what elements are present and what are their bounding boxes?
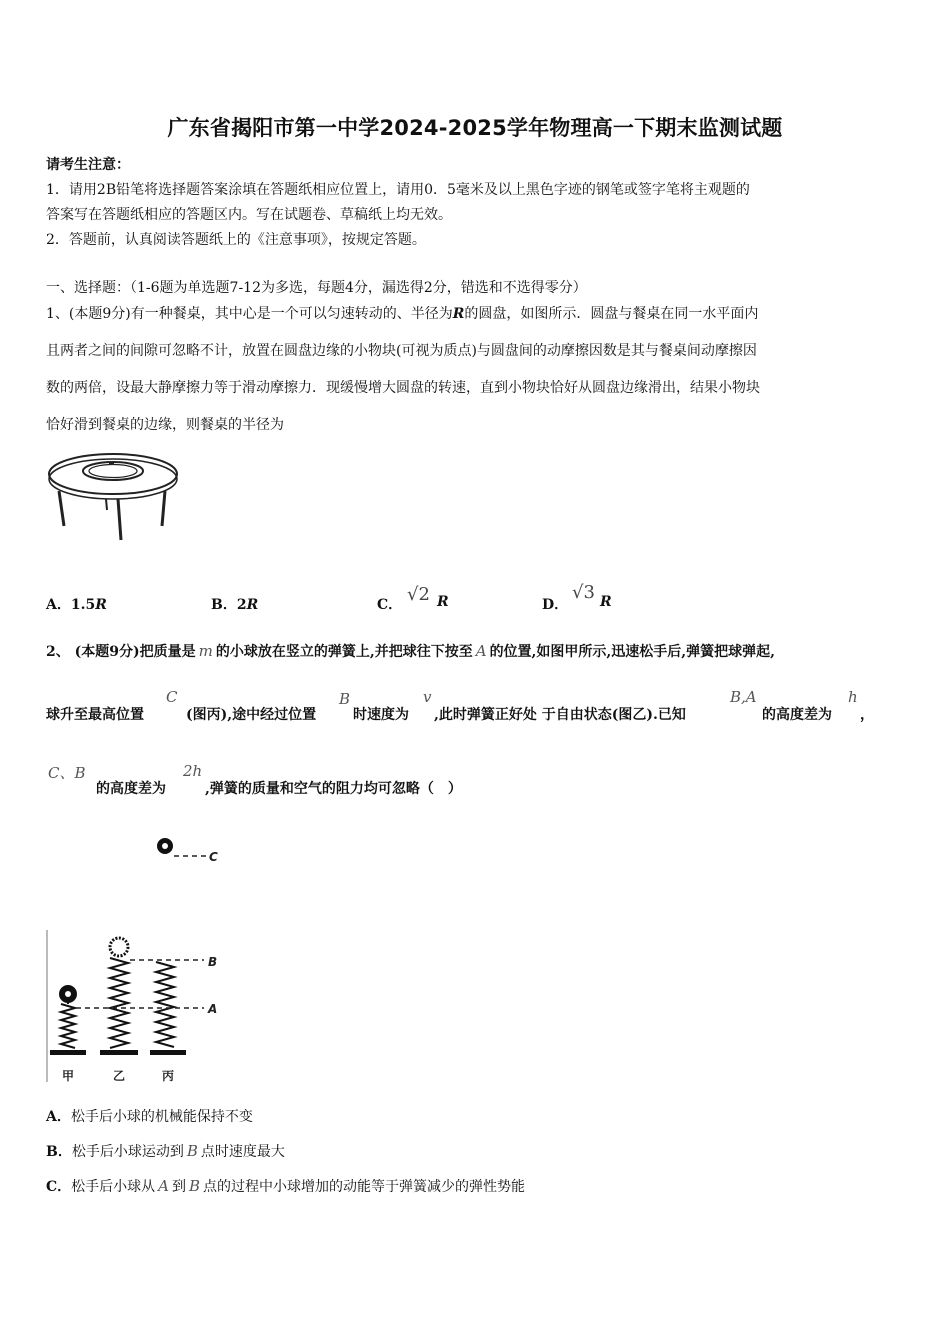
q2-option-a-text: 松手后小球的机械能保持不变 bbox=[70, 1109, 253, 1125]
q2-line1 bbox=[46, 641, 775, 661]
q1-line1-pre: 1、(本题9分)有一种餐桌，其中心是一个可以匀速转动的、半径为 bbox=[46, 306, 453, 322]
q2-option-c-a-symbol: A bbox=[158, 1177, 169, 1195]
ball-c-position bbox=[157, 838, 206, 856]
fig-label-a: A bbox=[208, 1002, 218, 1016]
q2-line1-c: 的位置,如图甲所示,迅速松手后,弹簧把球弹起, bbox=[489, 644, 776, 660]
notice-line1b: 答案写在答题纸相应的答题区内。写在试题卷、草稿纸上均无效。 bbox=[46, 207, 452, 223]
q2-line2-b-symbol: B bbox=[339, 690, 351, 708]
q2-option-a-label: A． bbox=[46, 1109, 71, 1125]
q1-option-a[interactable] bbox=[46, 594, 107, 614]
notice-line2: 2．答题前，认真阅读答题纸上的《注意事项》，按规定答题。 bbox=[46, 232, 426, 248]
q1-line1-post: 的圆盘，如图所示．圆盘与餐桌在同一水平面内 bbox=[464, 306, 759, 322]
q1-option-a-label: A． bbox=[46, 597, 71, 613]
q1-option-b-r: R bbox=[246, 597, 259, 613]
q2-option-c-b-symbol: B bbox=[189, 1177, 201, 1195]
q1-option-d-label: D． bbox=[542, 597, 569, 613]
q2-option-c-text1: 松手后小球从 bbox=[71, 1179, 156, 1195]
q1-option-b-label: B． bbox=[211, 597, 237, 613]
q2-option-c-text3: 点的过程中小球增加的动能等于弹簧减少的弹性势能 bbox=[203, 1179, 526, 1195]
q2-line2-c: 时速度为 bbox=[353, 707, 409, 723]
q2-option-b-label: B． bbox=[46, 1144, 72, 1160]
fig-label-yi: 乙 bbox=[113, 1069, 126, 1083]
q2-option-b-symbol: B bbox=[186, 1142, 198, 1160]
q2-line3-a: 的高度差为 bbox=[96, 781, 166, 797]
q1-line4: 恰好滑到餐桌的边缘，则餐桌的半径为 bbox=[46, 417, 284, 433]
q1-option-b[interactable] bbox=[211, 594, 258, 614]
fig-label-bing: 丙 bbox=[162, 1069, 175, 1083]
q2-line2-d: ,此时弹簧正好处 于自由状态(图乙).已知 bbox=[434, 707, 686, 723]
q2-line2-ba-symbol: B,A bbox=[730, 688, 757, 706]
notice-heading: 请考生注意： bbox=[46, 157, 130, 173]
q1-option-a-r: R bbox=[95, 597, 107, 613]
q1-option-a-value: 1.5 bbox=[70, 597, 96, 613]
q1-option-d[interactable] bbox=[542, 594, 568, 614]
q2-line3-cb-symbol: C、B bbox=[48, 764, 86, 782]
fig-label-c: C bbox=[209, 850, 218, 864]
q1-table-figure bbox=[46, 446, 181, 542]
notice-line1a: 1．请用2B铅笔将选择题答案涂填在答题纸相应位置上，请用0．5毫米及以上黑色字迹的钢笔或签字笔将主观题的 bbox=[46, 182, 750, 198]
q2-line3-2h-symbol: 2h bbox=[183, 762, 203, 780]
fig-label-jia: 甲 bbox=[62, 1069, 75, 1083]
q1-line3: 数的两倍，设最大静摩擦力等于滑动摩擦力．现缓慢增大圆盘的转速，直到小物块恰好从圆盘边缘滑出，结果小物块 bbox=[46, 380, 760, 396]
q1-radius-symbol: R bbox=[452, 306, 465, 322]
q2-point-a-symbol: A bbox=[475, 642, 487, 660]
q1-line1 bbox=[46, 303, 758, 323]
q2-option-a[interactable] bbox=[46, 1106, 253, 1126]
q2-line2-e: 的高度差为 bbox=[762, 707, 832, 723]
q2-option-c-label: C． bbox=[46, 1179, 72, 1195]
fig-label-b: B bbox=[208, 955, 218, 969]
q1-option-c-label: C． bbox=[377, 597, 403, 613]
q2-line2-c-symbol: C bbox=[166, 688, 178, 706]
q2-line2-h-symbol: h bbox=[848, 688, 858, 706]
q1-option-c-sqrt: √2 bbox=[407, 584, 430, 605]
q1-line2: 且两者之间的间隙可忽略不计，放置在圆盘边缘的小物块(可视为质点)与圆盘间的动摩擦因数是其与餐桌间动摩擦因 bbox=[46, 343, 757, 359]
q2-line1-b: 的小球放在竖立的弹簧上,并把球往下按至 bbox=[215, 644, 473, 660]
q2-option-c[interactable] bbox=[46, 1176, 525, 1196]
q1-option-d-r: R bbox=[600, 594, 612, 610]
q2-option-b-text1: 松手后小球运动到 bbox=[71, 1144, 184, 1160]
q1-option-d-sqrt: √3 bbox=[572, 582, 595, 603]
q2-spring-figure bbox=[44, 832, 234, 1087]
q2-line2-a: 球升至最高位置 bbox=[46, 707, 144, 723]
q1-option-b-value: 2 bbox=[236, 597, 247, 613]
q1-option-c-r: R bbox=[437, 594, 449, 610]
section-heading: 一、选择题：（1-6题为单选题7-12为多选，每题4分，漏选得2分，错选和不选得零分） bbox=[46, 280, 587, 296]
q2-option-c-text2: 到 bbox=[172, 1179, 186, 1195]
q2-mass-symbol: m bbox=[198, 642, 213, 660]
q2-option-b-text2: 点时速度最大 bbox=[200, 1144, 285, 1160]
q2-line2-b: (图丙),途中经过位置 bbox=[186, 707, 317, 723]
q2-line3-b: ,弹簧的质量和空气的阻力均可忽略（ ） bbox=[205, 781, 462, 797]
q2-line2-f: ， bbox=[860, 707, 874, 723]
q2-line1-a: 2、 (本题9分)把质量是 bbox=[46, 644, 196, 660]
q1-option-c[interactable] bbox=[377, 594, 402, 614]
q2-option-b[interactable] bbox=[46, 1141, 285, 1161]
page-title: 广东省揭阳市第一中学2024-2025学年物理高一下期末监测试题 bbox=[167, 116, 783, 140]
q2-line2-v-symbol: v bbox=[423, 688, 432, 706]
